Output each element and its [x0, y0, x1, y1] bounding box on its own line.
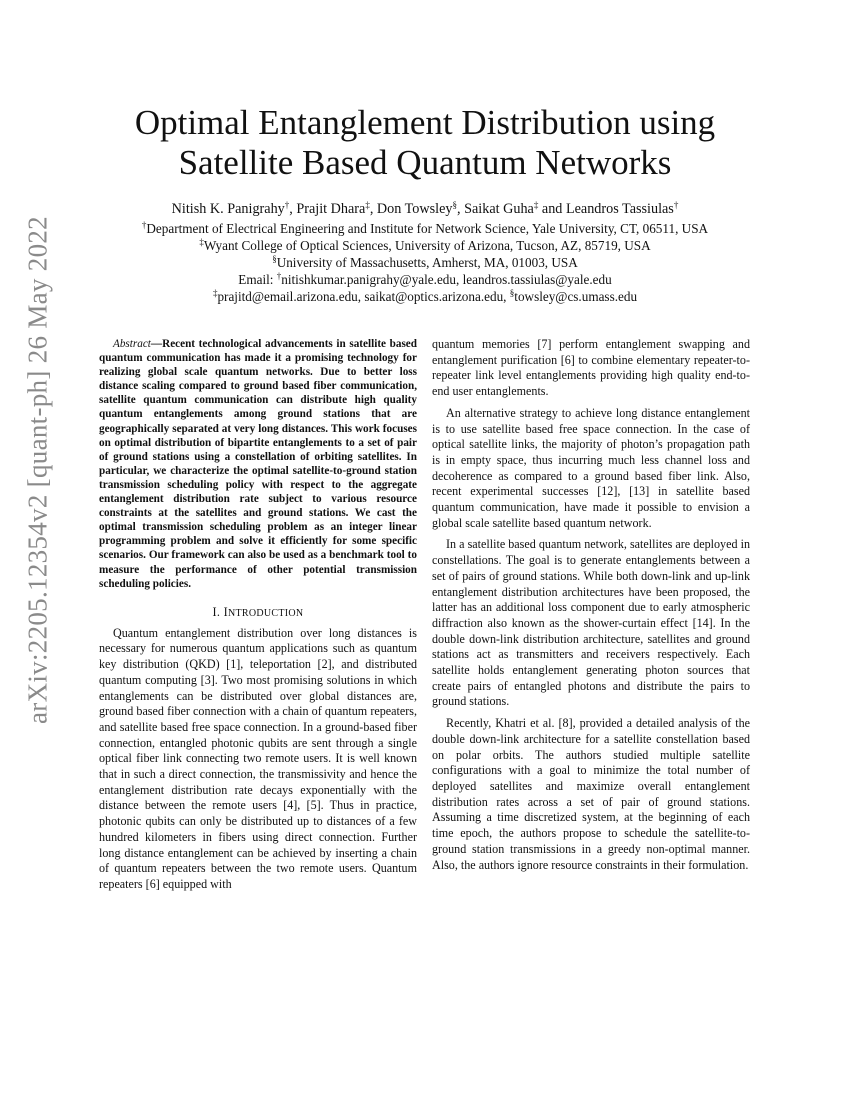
intro-paragraph: Recently, Khatri et al. [8], provided a detailed analysis of the double down-link architecture for a satellite constellation based on polar orbits. The authors studied multiple satellite configurations with a goal to minimize the total number of deployed satellites and maximize overall entanglement distribution rates across a set of pair of ground stations. Assuming a time discretized system, at the beginning of each time epoch, the authors propose to schedule the satellite-to-ground station transmissions in a greedy non-optimal manner. Also, the authors ignore resource constraints in their formulation.	[432, 716, 750, 872]
author-mark: ‡	[533, 200, 539, 210]
paper-title-line-2: Satellite Based Quantum Networks	[178, 143, 672, 182]
author-name: Leandros Tassiulas	[565, 201, 674, 217]
affiliation-mark: §	[272, 254, 277, 264]
email-label: Email:	[238, 272, 277, 287]
affiliation-line	[80, 220, 770, 237]
email-addresses: towsley@cs.umass.edu	[514, 289, 638, 304]
affiliation-mark: ‡	[199, 237, 204, 247]
paper-title-line-1: Optimal Entanglement Distribution using	[134, 103, 716, 142]
author-name: Saikat Guha	[464, 201, 534, 217]
author-mark: †	[673, 200, 679, 210]
abstract	[99, 337, 417, 591]
intro-paragraph: An alternative strategy to achieve long distance entanglement is to use satellite based free space connection. In the case of optical satellite links, the majority of photon’s propagation path is in empty space, thus incurring much less channel loss and decoherence as compared to a ground based fiber link. Also, recent experimental successes [12], [13] in satellite based quantum communication, have made it possible to envision a global scale satellite based quantum network.	[432, 405, 750, 530]
affiliation-line	[80, 237, 770, 254]
author-mark: ‡	[365, 200, 370, 210]
affiliation-text: Department of Electrical Engineering and Institute for Network Science, Yale University, CT, 06511, USA	[146, 221, 709, 236]
right-column	[432, 337, 750, 879]
affiliation-line	[80, 254, 770, 271]
left-column	[99, 337, 417, 899]
intro-paragraph: In a satellite based quantum network, satellites are deployed in constellations. The goal is to generate entanglements between a set of pairs of ground stations. While both down-link and up-link entanglement distribution architectures have been proposed, the latter has an additional loss component due to early atmospheric diffraction also known as the shower-curtain effect [14]. In the double down-link distribution architecture, satellites and ground stations act as transmitters and receivers respectively. Each satellite holds entanglement generating photon sources that create pairs of entangled photons and distribute the pairs to ground stations.	[432, 537, 750, 709]
email-mark: §	[509, 288, 515, 298]
abstract-label: Abstract	[113, 338, 151, 350]
arxiv-identifier: arXiv:2205.12354v2 [quant-ph] 26 May 2022	[22, 216, 53, 724]
email-line	[80, 288, 770, 305]
author-list	[80, 201, 770, 218]
author-separator: ,	[289, 201, 297, 217]
author-name: Prajit Dhara	[296, 201, 366, 217]
author-name: Don Towsley	[376, 201, 453, 217]
author-mark: §	[452, 200, 457, 210]
affiliation-mark: †	[141, 220, 147, 230]
section-title-rest: NTRODUCTION	[227, 607, 304, 619]
author-conjunction: and	[538, 201, 566, 217]
intro-paragraph: Quantum entanglement distribution over long distances is necessary for numerous quantum applications such as quantum key distribution (QKD) [1], teleportation [2], and distributed quantum computing [3]. Two most promising solutions in which entanglements can be distributed over global distances are, ground based fiber connection with a chain of quantum repeaters, and satellite based free space connection. In a ground-based fiber connection, entangled photonic qubits are sent through a single optical fiber link connecting two remote users. It is well known that in such a direct connection, the transmissivity and hence the entanglement distribution rate decays exponentially with the distance between the remote users [4], [5]. Thus in practice, photonic qubits can only be distributed up to distances of a few hundred kilometers in fibers using direct connection. Further long distance entanglement can be achieved by inserting a chain of quantum repeaters between the two remote users. Quantum repeaters [6] equipped with	[99, 625, 417, 891]
author-block	[80, 201, 770, 305]
author-mark: †	[284, 200, 290, 210]
email-addresses: nitishkumar.panigrahy@yale.edu, leandros.tassiulas@yale.edu	[281, 272, 612, 287]
arxiv-sidebar-stamp	[18, 216, 58, 724]
affiliation-text: University of Massachusetts, Amherst, MA, 01003, USA	[276, 255, 578, 270]
email-addresses: prajitd@email.arizona.edu, saikat@optics.arizona.edu,	[217, 289, 510, 304]
email-mark: ‡	[212, 288, 218, 298]
section-number: I.	[212, 604, 224, 619]
section-initial: I	[223, 604, 228, 619]
abstract-text: —Recent technological advancements in satellite based quantum communication has made it a promising technology for realizing global scale quantum networks. Due to better loss distance scaling compared to ground based fiber communication, satellite quantum communication can distribute high quality quantum entanglements among ground stations that are geographically separated at very long distances. This work focuses on optimal distribution of bipartite entanglements to a set of pair of ground stations using a constellation of orbiting satellites. In particular, we characterize the optimal satellite-to-ground station transmission scheduling policy with respect to the aggregate entanglement distribution rate subject to various resource constraints at the satellites and ground stations. We cast the optimal transmission scheduling problem as an integer linear programming problem and solve it efficiently for some specific scenarios. Our framework can also be used as a benchmark tool to measure the performance of other potential transmission scheduling policies.	[99, 338, 417, 590]
email-line	[80, 271, 770, 288]
intro-paragraph-continued: quantum memories [7] perform entanglement swapping and entanglement purification [6] to combine elementary repeater-to-repeater link level entanglements providing high quality end-to-end user entanglements.	[432, 337, 750, 399]
author-separator: ,	[369, 201, 377, 217]
section-heading	[99, 605, 417, 620]
paper-title	[100, 103, 750, 183]
author-name: Nitish K. Panigrahy	[171, 201, 285, 217]
author-separator: ,	[457, 201, 465, 217]
email-mark: †	[276, 271, 282, 281]
affiliation-text: Wyant College of Optical Sciences, University of Arizona, Tucson, AZ, 85719, USA	[203, 238, 651, 253]
